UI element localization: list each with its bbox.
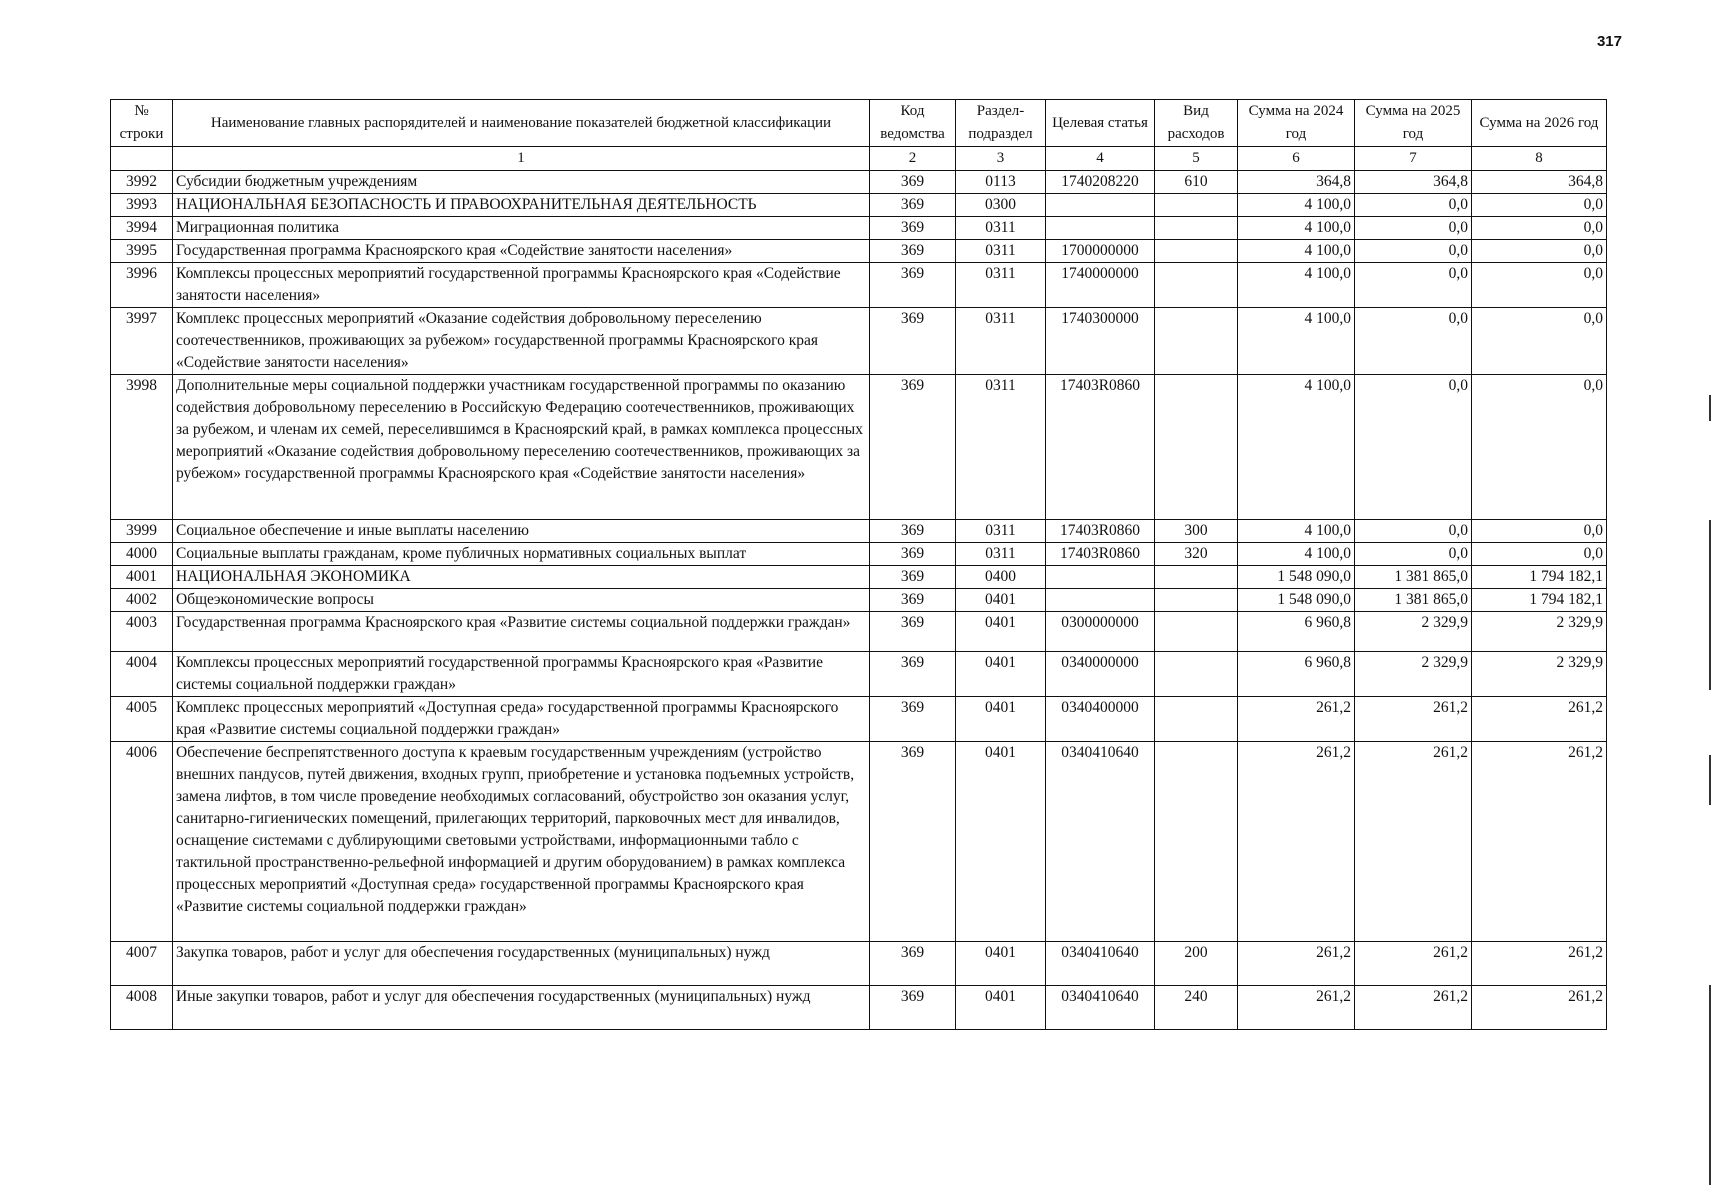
target-article	[1046, 566, 1155, 589]
section-code: 0311	[956, 520, 1046, 543]
column-number: 3	[956, 147, 1046, 171]
sum-2025: 2 329,9	[1355, 612, 1472, 652]
section-code: 0311	[956, 375, 1046, 520]
header-cell: Вид расходов	[1155, 100, 1238, 147]
row-number: 3998	[111, 375, 173, 520]
row-name: Иные закупки товаров, работ и услуг для обеспечения государственных (муниципальных) нужд	[173, 986, 870, 1030]
target-article: 17403R0860	[1046, 375, 1155, 520]
ministry-code: 369	[870, 375, 956, 520]
section-code: 0300	[956, 194, 1046, 217]
table-row	[111, 986, 1607, 1030]
table-body	[111, 171, 1607, 1030]
section-code: 0401	[956, 742, 1046, 942]
ministry-code: 369	[870, 520, 956, 543]
sum-2024: 4 100,0	[1238, 217, 1355, 240]
sum-2025: 0,0	[1355, 543, 1472, 566]
table-row	[111, 543, 1607, 566]
expense-kind	[1155, 697, 1238, 742]
expense-kind	[1155, 566, 1238, 589]
column-number	[111, 147, 173, 171]
sum-2024: 6 960,8	[1238, 612, 1355, 652]
column-number: 1	[173, 147, 870, 171]
sum-2026: 0,0	[1472, 217, 1607, 240]
expense-kind	[1155, 742, 1238, 942]
ministry-code: 369	[870, 240, 956, 263]
row-number: 4007	[111, 942, 173, 986]
section-code: 0311	[956, 543, 1046, 566]
row-number: 4006	[111, 742, 173, 942]
section-code: 0401	[956, 697, 1046, 742]
sum-2026: 364,8	[1472, 171, 1607, 194]
sum-2025: 261,2	[1355, 697, 1472, 742]
row-number: 3996	[111, 263, 173, 308]
sum-2024: 261,2	[1238, 942, 1355, 986]
header-cell: Сумма на 2025 год	[1355, 100, 1472, 147]
row-name: Миграционная политика	[173, 217, 870, 240]
sum-2026: 0,0	[1472, 240, 1607, 263]
column-number-row	[111, 147, 1607, 171]
target-article: 0340400000	[1046, 697, 1155, 742]
table-row	[111, 612, 1607, 652]
ministry-code: 369	[870, 194, 956, 217]
sum-2026: 0,0	[1472, 194, 1607, 217]
row-number: 3999	[111, 520, 173, 543]
section-code: 0311	[956, 308, 1046, 375]
sum-2026: 261,2	[1472, 986, 1607, 1030]
ministry-code: 369	[870, 986, 956, 1030]
section-code: 0401	[956, 652, 1046, 697]
section-code: 0113	[956, 171, 1046, 194]
sum-2025: 0,0	[1355, 263, 1472, 308]
sum-2026: 2 329,9	[1472, 612, 1607, 652]
ministry-code: 369	[870, 217, 956, 240]
sum-2026: 2 329,9	[1472, 652, 1607, 697]
sum-2026: 0,0	[1472, 543, 1607, 566]
target-article: 1740000000	[1046, 263, 1155, 308]
row-number: 4000	[111, 543, 173, 566]
table-row	[111, 520, 1607, 543]
row-name: Социальные выплаты гражданам, кроме публичных нормативных социальных выплат	[173, 543, 870, 566]
margin-mark	[1709, 520, 1711, 690]
target-article	[1046, 194, 1155, 217]
sum-2025: 0,0	[1355, 194, 1472, 217]
expense-kind: 240	[1155, 986, 1238, 1030]
column-number: 5	[1155, 147, 1238, 171]
sum-2024: 4 100,0	[1238, 263, 1355, 308]
table-row	[111, 942, 1607, 986]
row-number: 4008	[111, 986, 173, 1030]
table-row	[111, 742, 1607, 942]
sum-2025: 364,8	[1355, 171, 1472, 194]
table-row	[111, 217, 1607, 240]
sum-2026: 1 794 182,1	[1472, 566, 1607, 589]
sum-2025: 0,0	[1355, 520, 1472, 543]
sum-2025: 0,0	[1355, 217, 1472, 240]
sum-2024: 6 960,8	[1238, 652, 1355, 697]
header-cell: Раздел-подраздел	[956, 100, 1046, 147]
sum-2024: 261,2	[1238, 742, 1355, 942]
target-article: 0340410640	[1046, 986, 1155, 1030]
expense-kind	[1155, 194, 1238, 217]
sum-2024: 364,8	[1238, 171, 1355, 194]
expense-kind: 320	[1155, 543, 1238, 566]
sum-2025: 1 381 865,0	[1355, 566, 1472, 589]
table-row	[111, 171, 1607, 194]
margin-mark	[1709, 985, 1711, 1185]
sum-2024: 4 100,0	[1238, 520, 1355, 543]
expense-kind: 200	[1155, 942, 1238, 986]
section-code: 0400	[956, 566, 1046, 589]
sum-2026: 0,0	[1472, 375, 1607, 520]
sum-2024: 261,2	[1238, 986, 1355, 1030]
row-number: 3992	[111, 171, 173, 194]
sum-2026: 1 794 182,1	[1472, 589, 1607, 612]
ministry-code: 369	[870, 308, 956, 375]
expense-kind	[1155, 240, 1238, 263]
row-name: НАЦИОНАЛЬНАЯ ЭКОНОМИКА	[173, 566, 870, 589]
ministry-code: 369	[870, 171, 956, 194]
table-row	[111, 652, 1607, 697]
header-cell: № строки	[111, 100, 173, 147]
sum-2025: 2 329,9	[1355, 652, 1472, 697]
row-name: Комплекс процессных мероприятий «Доступная среда» государственной программы Красноярского края «Развитие системы социальной поддержки граждан»	[173, 697, 870, 742]
target-article: 0340410640	[1046, 942, 1155, 986]
page-number: 317	[1596, 33, 1622, 50]
sum-2025: 261,2	[1355, 986, 1472, 1030]
target-article: 1740300000	[1046, 308, 1155, 375]
table-row	[111, 194, 1607, 217]
row-name: Социальное обеспечение и иные выплаты населению	[173, 520, 870, 543]
sum-2025: 1 381 865,0	[1355, 589, 1472, 612]
ministry-code: 369	[870, 263, 956, 308]
column-number: 6	[1238, 147, 1355, 171]
sum-2024: 1 548 090,0	[1238, 566, 1355, 589]
sum-2025: 0,0	[1355, 240, 1472, 263]
target-article: 0340000000	[1046, 652, 1155, 697]
row-name: Комплексы процессных мероприятий государственной программы Красноярского края «Развитие системы социальной поддержки граждан»	[173, 652, 870, 697]
header-cell: Сумма на 2026 год	[1472, 100, 1607, 147]
sum-2025: 0,0	[1355, 308, 1472, 375]
table-row	[111, 308, 1607, 375]
ministry-code: 369	[870, 612, 956, 652]
row-name: Государственная программа Красноярского края «Содействие занятости населения»	[173, 240, 870, 263]
expense-kind	[1155, 612, 1238, 652]
row-name: Комплексы процессных мероприятий государственной программы Красноярского края «Содействие занятости населения»	[173, 263, 870, 308]
header-cell: Сумма на 2024 год	[1238, 100, 1355, 147]
expense-kind	[1155, 308, 1238, 375]
sum-2024: 1 548 090,0	[1238, 589, 1355, 612]
margin-mark	[1709, 755, 1711, 805]
sum-2026: 261,2	[1472, 697, 1607, 742]
sum-2026: 261,2	[1472, 742, 1607, 942]
column-number: 7	[1355, 147, 1472, 171]
header-cell: Наименование главных распорядителей и наименование показателей бюджетной классификации	[173, 100, 870, 147]
sum-2024: 4 100,0	[1238, 194, 1355, 217]
sum-2025: 261,2	[1355, 742, 1472, 942]
row-number: 3994	[111, 217, 173, 240]
row-name: Общеэкономические вопросы	[173, 589, 870, 612]
sum-2026: 0,0	[1472, 520, 1607, 543]
sum-2024: 4 100,0	[1238, 375, 1355, 520]
margin-mark	[1709, 395, 1711, 421]
header-cell: Код ведомства	[870, 100, 956, 147]
sum-2025: 261,2	[1355, 942, 1472, 986]
header-row	[111, 100, 1607, 147]
expense-kind: 610	[1155, 171, 1238, 194]
row-name: Дополнительные меры социальной поддержки участникам государственной программы по оказанию содействия добровольному переселению в Российскую Федерацию соотечественников, проживающих за рубежом, и членам их семей, переселившимся в Красноярский край, в рамках комплекса процессных мероприятий «Оказание содействия добровольному переселению соотечественников, проживающих за рубежом» государственной программы Красноярского края «Содействие занятости населения»	[173, 375, 870, 520]
column-number: 8	[1472, 147, 1607, 171]
row-number: 4004	[111, 652, 173, 697]
table-row	[111, 375, 1607, 520]
sum-2026: 261,2	[1472, 942, 1607, 986]
ministry-code: 369	[870, 942, 956, 986]
expense-kind	[1155, 217, 1238, 240]
ministry-code: 369	[870, 543, 956, 566]
sum-2025: 0,0	[1355, 375, 1472, 520]
section-code: 0311	[956, 263, 1046, 308]
row-name: НАЦИОНАЛЬНАЯ БЕЗОПАСНОСТЬ И ПРАВООХРАНИТЕЛЬНАЯ ДЕЯТЕЛЬНОСТЬ	[173, 194, 870, 217]
row-number: 4001	[111, 566, 173, 589]
section-code: 0401	[956, 612, 1046, 652]
ministry-code: 369	[870, 589, 956, 612]
ministry-code: 369	[870, 697, 956, 742]
row-number: 3993	[111, 194, 173, 217]
target-article: 0340410640	[1046, 742, 1155, 942]
section-code: 0401	[956, 942, 1046, 986]
sum-2024: 4 100,0	[1238, 543, 1355, 566]
expense-kind: 300	[1155, 520, 1238, 543]
target-article	[1046, 589, 1155, 612]
row-name: Государственная программа Красноярского края «Развитие системы социальной поддержки граждан»	[173, 612, 870, 652]
section-code: 0401	[956, 986, 1046, 1030]
row-name: Обеспечение беспрепятственного доступа к краевым государственным учреждениям (устройство внешних пандусов, путей движения, входных групп, приобретение и установка подъемных устройств, замена лифтов, в том числе проведение необходимых согласований, обустройство зон оказания услуг, санитарно-гигиенических помещений, прилегающих территорий, парковочных мест для инвалидов, оснащение системами с дублирующими световыми устройствами, информационными табло с тактильной пространственно-рельефной информацией и другим оборудованием) в рамках комплекса процессных мероприятий «Доступная среда» государственной программы Красноярского края «Развитие системы социальной поддержки граждан»	[173, 742, 870, 942]
row-number: 3995	[111, 240, 173, 263]
target-article: 0300000000	[1046, 612, 1155, 652]
table-row	[111, 240, 1607, 263]
header-cell: Целевая статья	[1046, 100, 1155, 147]
row-number: 3997	[111, 308, 173, 375]
sum-2024: 4 100,0	[1238, 308, 1355, 375]
target-article: 1700000000	[1046, 240, 1155, 263]
ministry-code: 369	[870, 652, 956, 697]
row-name: Субсидии бюджетным учреждениям	[173, 171, 870, 194]
sum-2026: 0,0	[1472, 308, 1607, 375]
table-row	[111, 697, 1607, 742]
expense-kind	[1155, 652, 1238, 697]
section-code: 0311	[956, 217, 1046, 240]
target-article: 1740208220	[1046, 171, 1155, 194]
column-number: 2	[870, 147, 956, 171]
section-code: 0311	[956, 240, 1046, 263]
ministry-code: 369	[870, 742, 956, 942]
sum-2024: 4 100,0	[1238, 240, 1355, 263]
row-name: Комплекс процессных мероприятий «Оказание содействия добровольному переселению соотечественников, проживающих за рубежом» государственной программы Красноярского края «Содействие занятости населения»	[173, 308, 870, 375]
row-number: 4002	[111, 589, 173, 612]
row-name: Закупка товаров, работ и услуг для обеспечения государственных (муниципальных) нужд	[173, 942, 870, 986]
table-row	[111, 589, 1607, 612]
target-article	[1046, 217, 1155, 240]
row-number: 4003	[111, 612, 173, 652]
ministry-code: 369	[870, 566, 956, 589]
target-article: 17403R0860	[1046, 520, 1155, 543]
table-row	[111, 263, 1607, 308]
column-number: 4	[1046, 147, 1155, 171]
expense-kind	[1155, 375, 1238, 520]
table-row	[111, 566, 1607, 589]
row-number: 4005	[111, 697, 173, 742]
expense-kind	[1155, 263, 1238, 308]
sum-2024: 261,2	[1238, 697, 1355, 742]
expense-kind	[1155, 589, 1238, 612]
target-article: 17403R0860	[1046, 543, 1155, 566]
section-code: 0401	[956, 589, 1046, 612]
budget-table	[110, 99, 1607, 1030]
sum-2026: 0,0	[1472, 263, 1607, 308]
